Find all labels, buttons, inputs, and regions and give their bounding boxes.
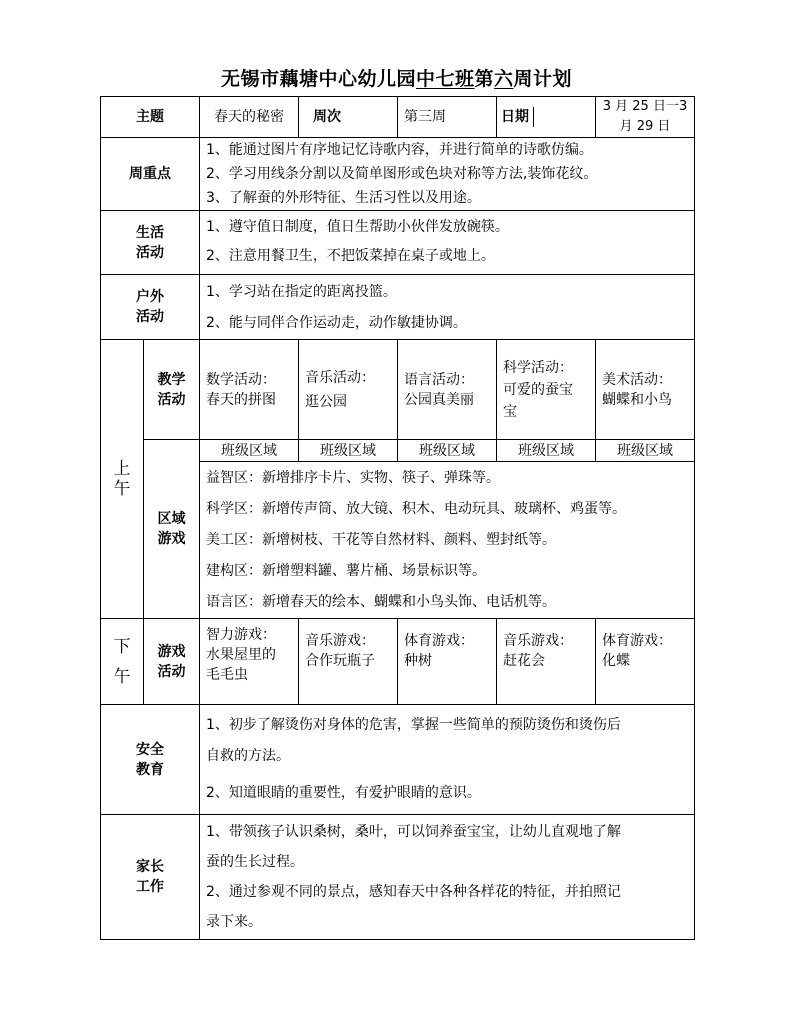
game-label: 游戏 活动 [144,619,200,705]
life-label: 生活 活动 [101,211,200,275]
theme-label: 主题 [101,97,200,138]
teaching-science: 科学活动： 可爱的蚕宝 宝 [497,340,596,440]
safety-content: 1、初步了解烫伤对身体的危害，掌握一些简单的预防烫伤和烫伤后 自救的方法。 2、知道眼睛的重要性，有爱护眼睛的意识。 [200,705,695,815]
afternoon-label: 下 午 [101,619,144,705]
morning-label: 上 午 [101,340,144,619]
date-value: 3 月 25 日一3 月 29 日 [596,97,695,138]
week-number: 六 [494,68,514,90]
area-label: 区域 游戏 [144,440,200,619]
life-content: 1、遵守值日制度，值日生帮助小伙伴发放碗筷。 2、注意用餐卫生，不把饭菜掉在桌子或地上。 [200,211,695,275]
page-title: 无锡市藕塘中心幼儿园中七班第六周计划 [220,68,573,90]
class-area-4: 班级区域 [497,440,596,462]
week-label: 周次 [299,97,398,138]
class-area-2: 班级区域 [299,440,398,462]
weekly-plan-table [100,96,695,940]
outdoor-content: 1、学习站在指定的距离投篮。 2、能与同伴合作运动走，动作敏捷协调。 [200,275,695,340]
teaching-math: 数学活动： 春天的拼图 [200,340,299,440]
focus-content: 1、能通过图片有序地记忆诗歌内容，并进行简单的诗歌仿编。 2、学习用线条分割以及简单图形或色块对称等方法,装饰花纹。 3、了解蚕的外形特征、生活习性以及用途。 [200,138,695,211]
theme-value: 春天的秘密 [200,97,299,138]
class-area-1: 班级区域 [200,440,299,462]
safety-label: 安全 教育 [101,705,200,815]
teaching-label: 教学 活动 [144,340,200,440]
teaching-art: 美术活动： 蝴蝶和小鸟 [596,340,695,440]
game-sports-2: 体育游戏： 化蝶 [596,619,695,705]
date-label: 日期 [497,97,596,138]
game-sports-1: 体育游戏： 种树 [398,619,497,705]
parents-content: 1、带领孩子认识桑树，桑叶，可以饲养蚕宝宝，让幼儿直观地了解 蚕的生长过程。 2、通过参观不同的景点，感知春天中各种各样花的特征，并拍照记 录下来。 [200,815,695,940]
teaching-music: 音乐活动： 逛公园 [299,340,398,440]
focus-label: 周重点 [101,138,200,211]
week-value: 第三周 [398,97,497,138]
header-row [101,97,695,138]
area-content: 益智区：新增排序卡片、实物、筷子、弹珠等。 科学区：新增传声筒、放大镜、积木、电动玩具、玻璃杯、鸡蛋等。 美工区：新增树枝、干花等自然材料、颜料、塑封纸等。 建构区：新增塑料罐、薯片桶、场景标识等。 语言区：新增春天的绘本、蝴蝶和小鸟头饰、电话机等。 [200,462,695,619]
teaching-language: 语言活动： 公园真美丽 [398,340,497,440]
outdoor-label: 户外 活动 [101,275,200,340]
game-intellect: 智力游戏： 水果屋里的 毛毛虫 [200,619,299,705]
class-name: 中七班 [415,68,475,90]
game-music-1: 音乐游戏： 合作玩瓶子 [299,619,398,705]
game-music-2: 音乐游戏： 赶花会 [497,619,596,705]
class-area-5: 班级区域 [596,440,695,462]
class-area-3: 班级区域 [398,440,497,462]
parents-label: 家长 工作 [101,815,200,940]
